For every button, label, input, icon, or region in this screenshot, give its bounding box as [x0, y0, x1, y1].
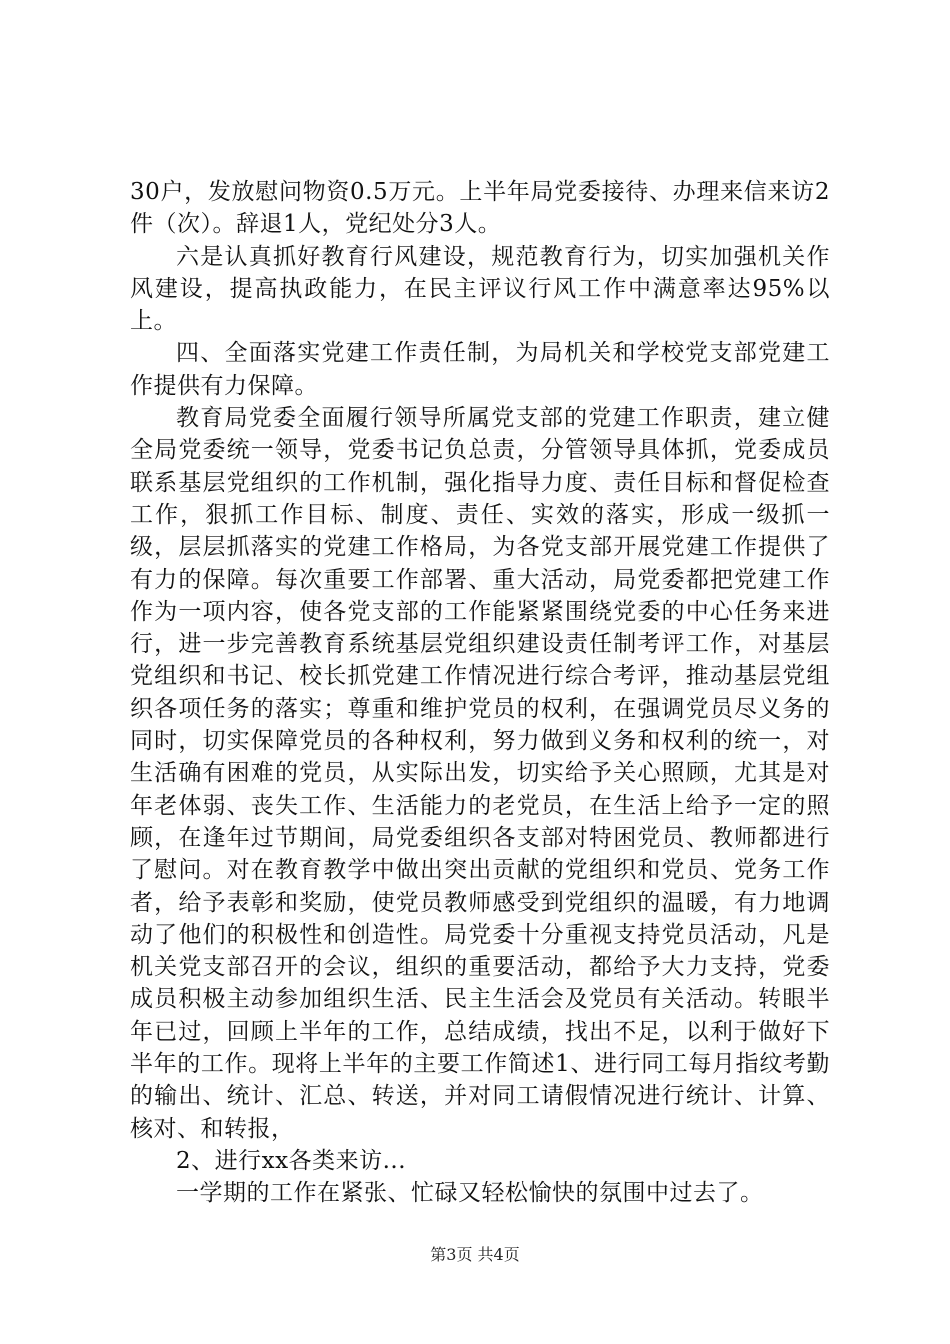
- page-number-footer: 第3页 共4页: [430, 1245, 520, 1264]
- paragraph-conduct-building: 六是认真抓好教育行风建设，规范教育行为，切实加强机关作风建设，提高执政能力，在民主评议行风工作中满意率达95%以上。: [130, 243, 830, 335]
- paragraph-semester-summary: 一学期的工作在紧张、忙碌又轻松愉快的氛围中过去了。: [176, 1180, 764, 1207]
- paragraph-visits-item: 2、进行xx各类来访...: [176, 1147, 407, 1174]
- section-heading-party-building: 四、全面落实党建工作责任制，为局机关和学校党支部党建工作提供有力保障。: [130, 340, 830, 399]
- document-body: [130, 176, 830, 1210]
- paragraph-relief-stats: 30户，发放慰问物资0.5万元。上半年局党委接待、办理来信来访2件（次）。辞退1人，党纪处分3人。: [130, 179, 830, 238]
- paragraph-party-responsibility: 教育局党委全面履行领导所属党支部的党建工作职责，建立健全局党委统一领导，党委书记负总责，分管领导具体抓，党委成员联系基层党组织的工作机制，强化指导力度、责任目标和督促检查工作，狠抓工作目标、制度、责任、实效的落实，形成一级抓一级，层层抓落实的党建工作格局，为各党支部开展党建工作提供了有力的保障。每次重要工作部署、重大活动，局党委都把党建工作作为一项内容，使各党支部的工作能紧紧围绕党委的中心任务来进行，进一步完善教育系统基层党组织建设责任制考评工作，对基层党组织和书记、校长抓党建工作情况进行综合考评，推动基层党组织各项任务的落实；尊重和维护党员的权利，在强调党员尽义务的同时，切实保障党员的各种权利，努力做到义务和权利的统一，对生活确有困难的党员，从实际出发，切实给予关心照顾，尤其是对年老体弱、丧失工作、生活能力的老党员，在生活上给予一定的照顾，在逢年过节期间，局党委组织各支部对特困党员、教师都进行了慰问。对在教育教学中做出突出贡献的党组织和党员、党务工作者，给予表彰和奖励，使党员教师感受到党组织的温暖，有力地调动了他们的积极性和创造性。局党委十分重视支持党员活动，凡是机关党支部召开的会议，组织的重要活动，都给予大力支持，党委成员积极主动参加组织生活、民主生活会及党员有关活动。转眼半年已过，回顾上半年的工作，总结成绩，找出不足，以利于做好下半年的工作。现将上半年的主要工作简述1、进行同工每月指纹考勤的输出、统计、汇总、转送，并对同工请假情况进行统计、计算、核对、和转报，: [130, 405, 830, 1142]
